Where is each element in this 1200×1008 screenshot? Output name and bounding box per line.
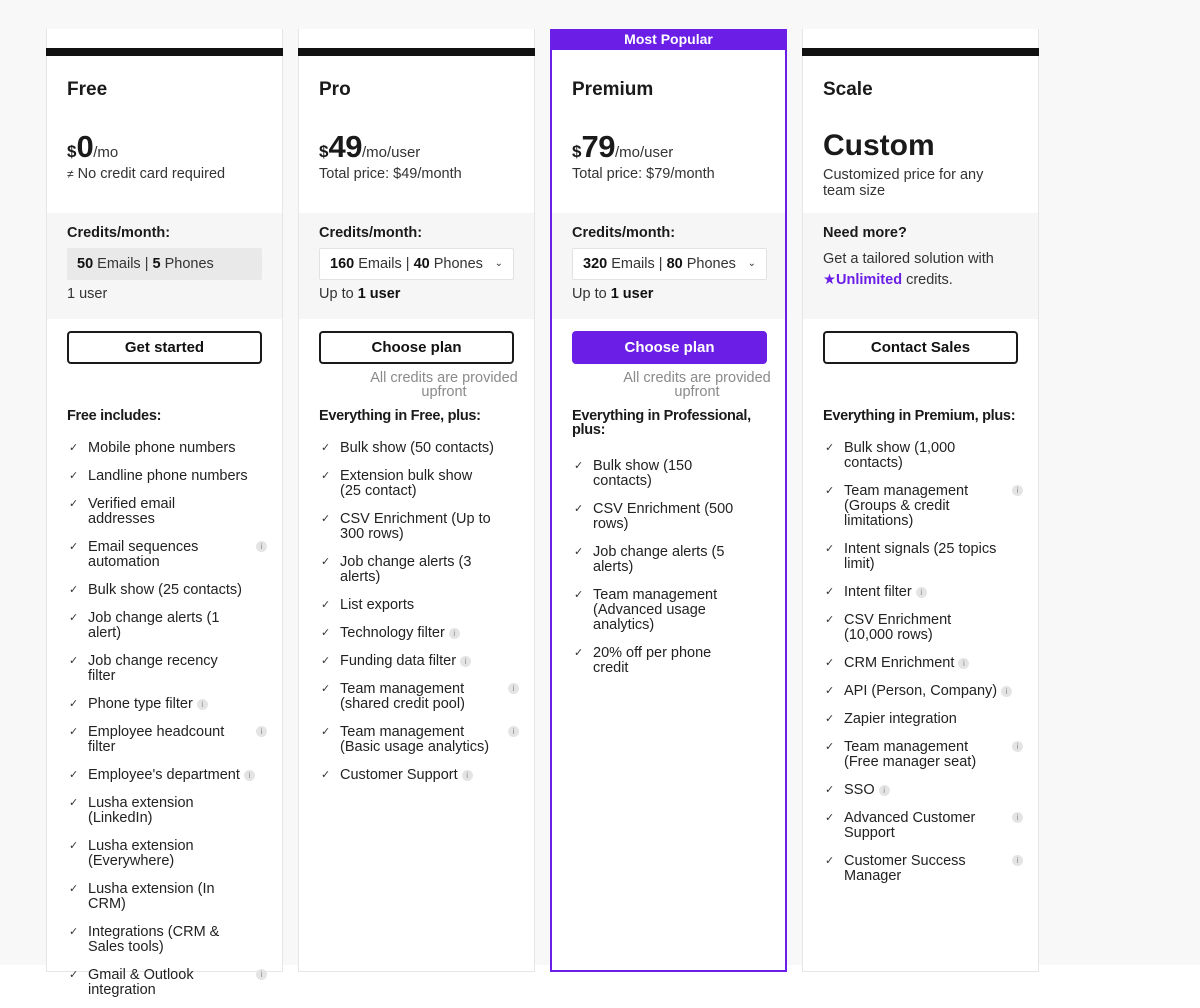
check-icon: ✓ <box>825 812 835 824</box>
feature-item <box>67 611 267 641</box>
feature-item <box>572 459 772 489</box>
feature-item <box>67 968 267 998</box>
emails-count: 50 <box>77 256 94 272</box>
feature-text: Integrations (CRM & Sales tools) <box>88 924 220 955</box>
feature-text: Team management (Free manager seat) <box>844 739 977 770</box>
feature-text: CSV Enrichment (Up to 300 rows) <box>340 511 491 542</box>
card-top-bar <box>802 48 1039 56</box>
feature-item <box>823 585 1023 600</box>
feature-text: 20% off per phone credit <box>593 645 712 676</box>
info-icon[interactable]: i <box>958 658 969 669</box>
plan-card-pro <box>298 29 535 972</box>
feature-text: Funding data filter <box>340 653 457 669</box>
feature-item <box>823 811 1023 841</box>
star-icon: ★ <box>823 272 836 288</box>
info-icon[interactable]: i <box>462 770 473 781</box>
feature-item <box>823 542 1023 572</box>
check-icon: ✓ <box>321 556 331 568</box>
check-icon: ✓ <box>825 741 835 753</box>
credits-section <box>299 213 534 319</box>
feature-item <box>319 598 519 613</box>
check-icon: ✓ <box>574 647 584 659</box>
info-icon[interactable]: i <box>1012 812 1023 823</box>
check-icon: ✓ <box>321 442 331 454</box>
check-icon: ✓ <box>69 698 79 710</box>
check-icon: ✓ <box>69 840 79 852</box>
feature-text: Team management (Groups & credit limitations) <box>844 483 969 529</box>
feature-item <box>823 441 1023 471</box>
feature-item <box>823 613 1023 643</box>
check-icon: ✓ <box>825 586 835 598</box>
credits-upfront-note: All credits are provided upfront <box>623 370 771 400</box>
emails-count: 160 <box>330 256 355 272</box>
feature-text: Customer Support <box>340 767 458 783</box>
feature-text: Job change alerts (1 alert) <box>88 610 220 641</box>
feature-text: Mobile phone numbers <box>88 440 236 456</box>
plan-price <box>319 129 421 164</box>
plan-name: Free <box>67 79 108 100</box>
contact-sales-button[interactable]: Contact Sales <box>823 331 1018 364</box>
feature-text: Bulk show (50 contacts) <box>340 440 494 456</box>
check-icon: ✓ <box>825 784 835 796</box>
check-icon: ✓ <box>321 627 331 639</box>
check-icon: ✓ <box>69 883 79 895</box>
total-price: Total price: $49/month <box>319 166 462 182</box>
unlimited-text: Unlimited <box>836 272 903 288</box>
info-icon[interactable]: i <box>197 699 208 710</box>
no-credit-card-text: No credit card required <box>77 166 226 182</box>
feature-item <box>67 469 267 484</box>
info-icon[interactable]: i <box>1012 855 1023 866</box>
feature-text: Lusha extension (In CRM) <box>88 881 215 912</box>
phones-label: Phones <box>429 256 483 272</box>
info-icon[interactable]: i <box>449 628 460 639</box>
feature-item <box>319 469 519 499</box>
check-icon: ✓ <box>69 655 79 667</box>
price-subtext <box>67 166 267 183</box>
feature-text: Advanced Customer Support <box>844 810 976 841</box>
card-top-bar <box>298 48 535 56</box>
check-icon: ✓ <box>69 470 79 482</box>
check-icon: ✓ <box>574 503 584 515</box>
feature-item <box>319 626 519 641</box>
feature-text: Landline phone numbers <box>88 468 248 484</box>
feature-item <box>67 583 267 598</box>
feature-item <box>823 712 1023 727</box>
feature-item <box>572 502 772 532</box>
check-icon: ✓ <box>69 541 79 553</box>
check-icon: ✓ <box>69 969 79 981</box>
feature-item <box>823 656 1023 671</box>
feature-item <box>319 768 519 783</box>
check-icon: ✓ <box>825 685 835 697</box>
phones-count: 40 <box>413 256 430 272</box>
info-icon[interactable]: i <box>256 969 267 980</box>
feature-text: CSV Enrichment (10,000 rows) <box>844 612 952 643</box>
check-icon: ✓ <box>69 612 79 624</box>
feature-text: Intent signals (25 topics limit) <box>844 541 997 572</box>
info-icon[interactable]: i <box>916 587 927 598</box>
feature-text: Employee's department <box>88 767 240 783</box>
check-icon: ✓ <box>321 470 331 482</box>
info-icon[interactable]: i <box>1012 485 1023 496</box>
features-heading: Everything in Free, plus: <box>319 408 481 424</box>
info-icon[interactable]: i <box>256 541 267 552</box>
features-heading: Free includes: <box>67 408 162 424</box>
plan-card-free <box>46 29 283 998</box>
check-icon: ✓ <box>69 797 79 809</box>
choose-plan-button[interactable]: Choose plan <box>319 331 514 364</box>
credits-section <box>552 213 785 319</box>
check-icon: ✓ <box>321 726 331 738</box>
info-icon[interactable]: i <box>879 785 890 796</box>
feature-text: Zapier integration <box>844 711 957 727</box>
feature-list <box>67 441 267 1008</box>
info-icon[interactable]: i <box>1001 686 1012 697</box>
check-icon: ✓ <box>825 713 835 725</box>
users-value: 1 user <box>610 286 654 302</box>
feature-text: Team management (Basic usage analytics) <box>340 724 490 755</box>
feature-item <box>823 783 1023 798</box>
check-icon: ✓ <box>825 485 835 497</box>
feature-item <box>67 882 267 912</box>
feature-item <box>823 854 1023 884</box>
plan-price <box>572 129 674 164</box>
feature-text: Bulk show (150 contacts) <box>593 458 693 489</box>
users-count: 1 user <box>67 286 108 302</box>
feature-item <box>319 682 519 712</box>
feature-text: Job change alerts (3 alerts) <box>340 554 472 585</box>
feature-text: Job change alerts (5 alerts) <box>593 544 725 575</box>
check-icon: ✓ <box>825 543 835 555</box>
info-icon[interactable]: i <box>256 726 267 737</box>
credits-select[interactable] <box>319 248 514 280</box>
price-period: /mo/user <box>361 144 421 161</box>
currency-symbol: $ <box>572 142 582 161</box>
feature-text: Team management (shared credit pool) <box>340 681 465 712</box>
info-icon[interactable]: i <box>460 656 471 667</box>
most-popular-badge: Most Popular <box>550 29 787 50</box>
phones-label: Phones <box>682 256 736 272</box>
currency-symbol: $ <box>67 142 77 161</box>
custom-price-subtext: Customized price for any team size <box>823 167 984 199</box>
plan-card-scale <box>802 29 1039 972</box>
phones-label: Phones <box>160 256 214 272</box>
phones-count: 5 <box>152 256 161 272</box>
check-icon: ✓ <box>825 614 835 626</box>
info-icon[interactable]: i <box>508 726 519 737</box>
feature-item <box>319 512 519 542</box>
feature-item <box>572 588 772 633</box>
feature-text: Intent filter <box>844 584 912 600</box>
feature-text: SSO <box>844 782 875 798</box>
check-icon: ✓ <box>321 599 331 611</box>
feature-item <box>823 684 1023 699</box>
price-period: /mo <box>93 144 119 161</box>
info-icon[interactable]: i <box>244 770 255 781</box>
users-value: 1 user <box>357 286 401 302</box>
plan-name: Pro <box>319 79 351 100</box>
feature-text: CSV Enrichment (500 rows) <box>593 501 734 532</box>
feature-item <box>67 925 267 955</box>
check-icon: ✓ <box>825 855 835 867</box>
feature-item <box>67 654 267 684</box>
feature-item <box>67 697 267 712</box>
check-icon: ✓ <box>69 498 79 510</box>
feature-text: Bulk show (1,000 contacts) <box>844 440 956 471</box>
tailored-suffix: credits. <box>902 272 953 288</box>
plan-price <box>67 129 119 164</box>
credits-upfront-note: All credits are provided upfront <box>370 370 518 400</box>
check-icon: ✓ <box>574 546 584 558</box>
card-top-bar <box>46 48 283 56</box>
total-price: Total price: $79/month <box>572 166 715 182</box>
feature-item <box>319 725 519 755</box>
chevron-down-icon: ⌄ <box>494 258 503 269</box>
features-heading: Everything in Professional, plus: <box>572 408 751 438</box>
check-icon: ✓ <box>69 442 79 454</box>
feature-text: Extension bulk show (25 contact) <box>340 468 473 499</box>
feature-item <box>572 646 772 676</box>
feature-item <box>67 497 267 527</box>
unlimited-label <box>823 272 902 288</box>
plan-card-premium <box>550 29 787 972</box>
feature-text: Verified email addresses <box>88 496 176 527</box>
phones-count: 80 <box>666 256 683 272</box>
pricing-plans <box>46 29 1039 998</box>
tailored-prefix: Get a tailored solution with <box>823 251 994 267</box>
feature-item <box>67 441 267 456</box>
feature-text: Lusha extension (Everywhere) <box>88 838 194 869</box>
need-more-section <box>803 213 1038 319</box>
check-icon: ✓ <box>825 442 835 454</box>
users-count <box>319 286 400 302</box>
check-icon: ✓ <box>825 657 835 669</box>
feature-item <box>319 441 519 456</box>
feature-text: Gmail & Outlook integration <box>88 967 194 998</box>
check-icon: ✓ <box>69 769 79 781</box>
credits-label: Credits/month: <box>67 225 171 241</box>
feature-text: CRM Enrichment <box>844 655 955 671</box>
feature-text: Email sequences automation <box>88 539 199 570</box>
check-icon: ✓ <box>69 584 79 596</box>
feature-text: Technology filter <box>340 625 445 641</box>
feature-item <box>823 740 1023 770</box>
feature-list <box>572 459 772 689</box>
feature-item <box>319 654 519 669</box>
feature-text: Employee headcount filter <box>88 724 225 755</box>
need-more-label: Need more? <box>823 225 907 241</box>
info-icon[interactable]: i <box>1012 741 1023 752</box>
feature-text: List exports <box>340 597 415 613</box>
check-icon: ✓ <box>321 683 331 695</box>
credits-value <box>67 248 262 280</box>
custom-price: Custom <box>823 129 935 162</box>
check-icon: ✓ <box>69 726 79 738</box>
feature-text: Phone type filter <box>88 696 193 712</box>
credits-label: Credits/month: <box>319 225 423 241</box>
price-amount: 0 <box>76 129 94 164</box>
check-icon: ✓ <box>321 513 331 525</box>
feature-text: API (Person, Company) <box>844 683 998 699</box>
price-amount: 49 <box>328 129 362 164</box>
feature-item <box>67 839 267 869</box>
check-icon: ✓ <box>574 460 584 472</box>
feature-item <box>572 545 772 575</box>
feature-list <box>823 441 1023 897</box>
credits-select[interactable] <box>572 248 767 280</box>
price-amount: 79 <box>581 129 615 164</box>
no-credit-card-icon: ≠ <box>67 167 74 181</box>
emails-label: Emails | <box>354 256 414 272</box>
check-icon: ✓ <box>69 926 79 938</box>
check-icon: ✓ <box>574 589 584 601</box>
emails-label: Emails | <box>93 256 153 272</box>
credits-label: Credits/month: <box>572 225 676 241</box>
feature-item <box>67 725 267 755</box>
feature-item <box>67 796 267 826</box>
users-count <box>572 286 653 302</box>
feature-item <box>319 555 519 585</box>
emails-label: Emails | <box>607 256 667 272</box>
plan-name: Premium <box>572 79 654 100</box>
choose-plan-button[interactable]: Choose plan <box>572 331 767 364</box>
feature-item <box>823 484 1023 529</box>
feature-text: Team management (Advanced usage analytics) <box>593 587 718 633</box>
price-period: /mo/user <box>614 144 674 161</box>
feature-item <box>67 540 267 570</box>
get-started-button[interactable]: Get started <box>67 331 262 364</box>
tailored-solution-text <box>823 249 1023 291</box>
feature-list <box>319 441 519 796</box>
credits-section <box>47 213 282 319</box>
feature-text: Bulk show (25 contacts) <box>88 582 242 598</box>
chevron-down-icon: ⌄ <box>747 258 756 269</box>
feature-item <box>67 768 267 783</box>
feature-text: Lusha extension (LinkedIn) <box>88 795 194 826</box>
feature-text: Customer Success Manager <box>844 853 966 884</box>
features-heading: Everything in Premium, plus: <box>823 408 1016 424</box>
info-icon[interactable]: i <box>508 683 519 694</box>
currency-symbol: $ <box>319 142 329 161</box>
emails-count: 320 <box>583 256 608 272</box>
plan-name: Scale <box>823 79 873 100</box>
users-prefix: Up to <box>319 286 358 302</box>
check-icon: ✓ <box>321 769 331 781</box>
users-prefix: Up to <box>572 286 611 302</box>
feature-text: Job change recency filter <box>88 653 218 684</box>
check-icon: ✓ <box>321 655 331 667</box>
